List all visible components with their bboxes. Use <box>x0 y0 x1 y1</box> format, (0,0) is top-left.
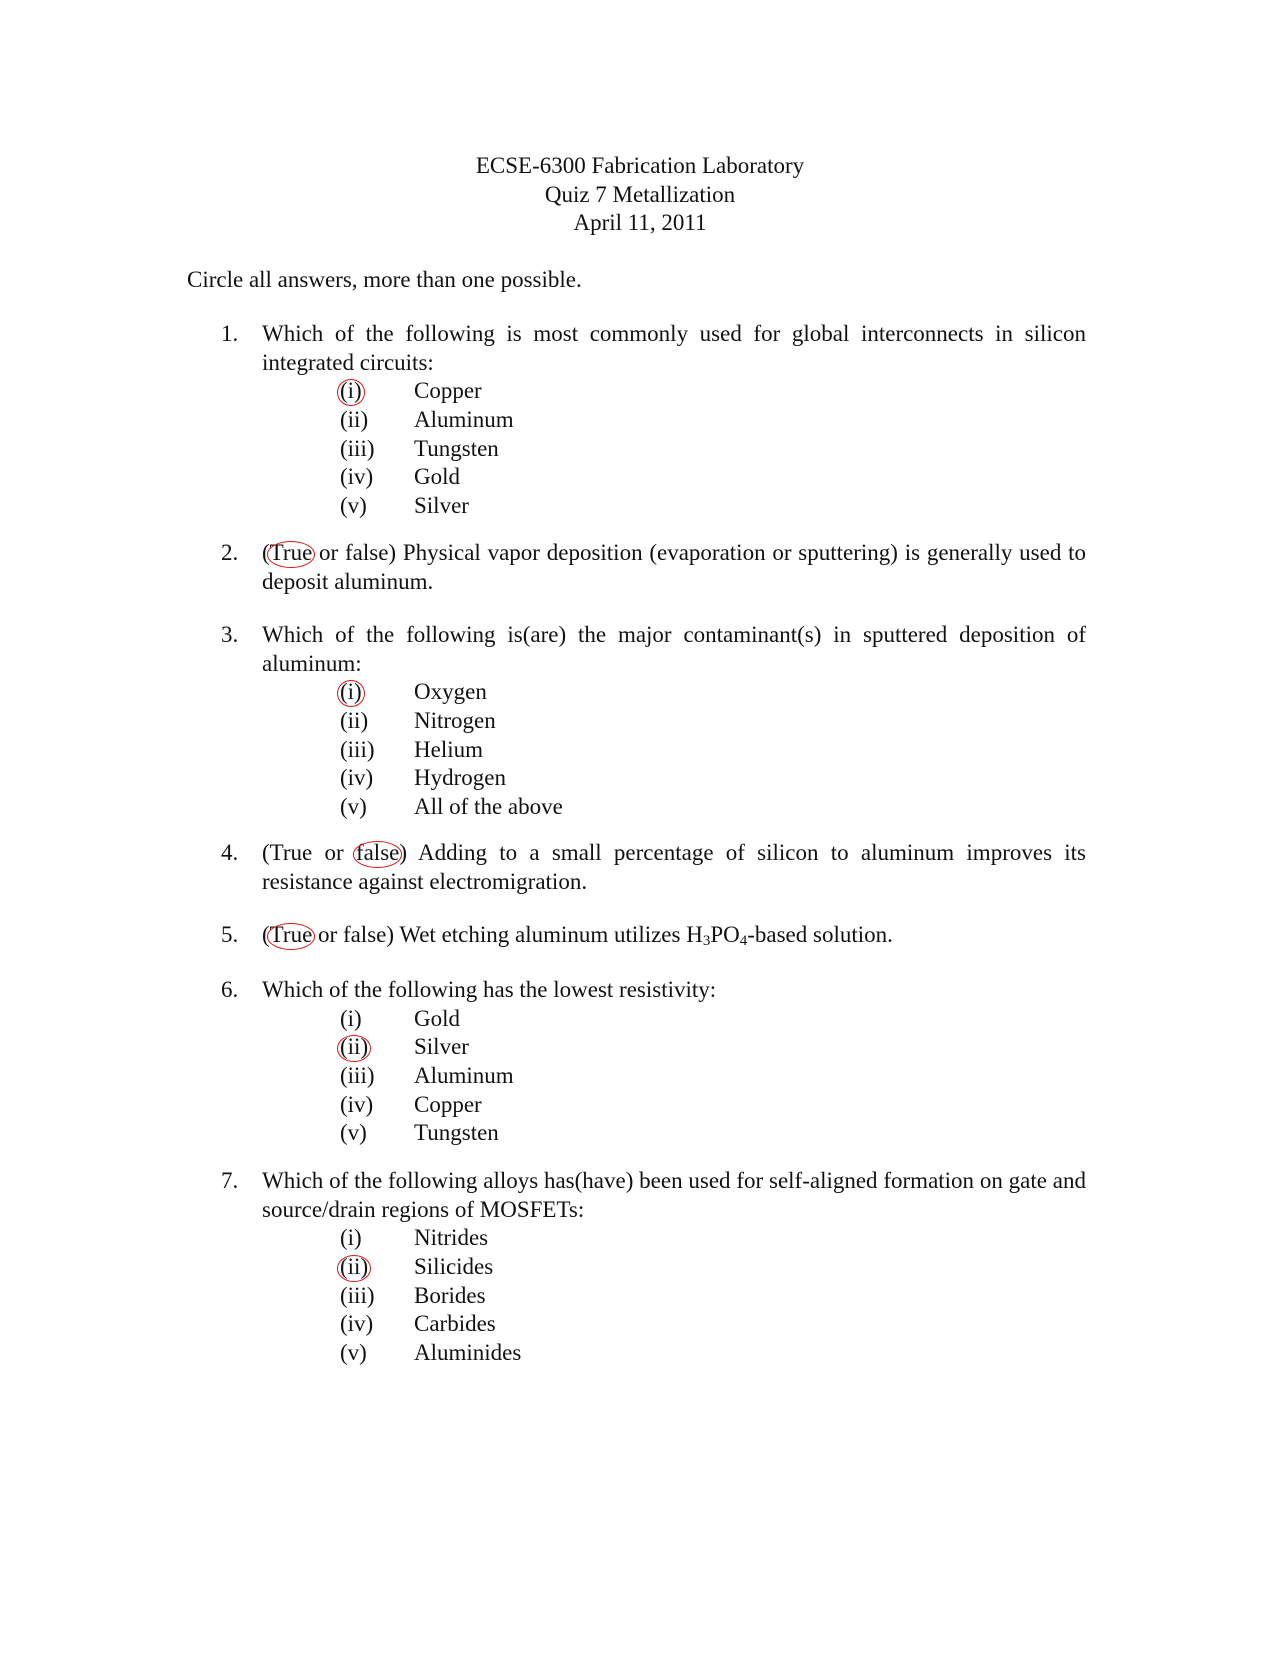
option-item <box>340 1253 1086 1282</box>
statement-text: Adding to a small percentage of silicon to aluminum improves its resistance against electromigration. <box>262 840 1086 894</box>
formula-part: PO <box>710 922 740 947</box>
circled-answer-mark: false <box>356 839 399 868</box>
or-word: or <box>312 540 345 565</box>
question-text: Which of the following is(are) the major contaminant(s) in sputtered deposition of aluminum: <box>262 622 1086 676</box>
paren-close: ) <box>399 840 408 865</box>
question-7 <box>221 1167 1086 1368</box>
paren-close: ) <box>388 540 397 565</box>
option-text: Copper <box>414 378 482 404</box>
option-numeral: (iv) <box>340 1311 374 1337</box>
option-list <box>340 1005 1086 1148</box>
option-text: Oxygen <box>414 679 487 705</box>
option-text: Gold <box>414 464 460 490</box>
option-text: Silver <box>414 493 469 519</box>
option-text: Gold <box>414 1005 460 1031</box>
option-numeral: (v) <box>340 1340 367 1366</box>
question-3 <box>221 621 1086 822</box>
option-text: Tungsten <box>414 1120 499 1146</box>
option-item <box>340 1119 1086 1148</box>
option-text: Aluminum <box>414 407 514 433</box>
option-item <box>340 1091 1086 1120</box>
question-text <box>262 921 1086 950</box>
option-list <box>340 678 1086 821</box>
option-item <box>340 377 1086 406</box>
option-numeral: (ii) <box>340 407 369 433</box>
option-text: Aluminum <box>414 1063 514 1089</box>
option-text: Borides <box>414 1282 486 1308</box>
question-number: 5. <box>221 922 239 947</box>
option-item <box>340 1062 1086 1091</box>
question-text <box>262 839 1086 896</box>
option-item <box>340 764 1086 793</box>
option-numeral: (v) <box>340 794 367 820</box>
option-numeral: (iii) <box>340 736 375 762</box>
quiz-title: Quiz 7 Metallization <box>544 181 736 207</box>
true-or-prefix: (True or <box>262 840 356 865</box>
question-4 <box>221 839 1086 896</box>
option-text: Copper <box>414 1091 482 1117</box>
option-item <box>340 1033 1086 1062</box>
option-item <box>340 678 1086 707</box>
statement-text: or false) Wet etching aluminum utilizes H <box>312 922 703 947</box>
circled-answer-mark: (ii) <box>340 1253 368 1282</box>
option-text: All of the above <box>414 794 563 820</box>
option-text: Tungsten <box>414 435 499 461</box>
question-number: 4. <box>221 840 239 865</box>
circled-answer-mark: True <box>270 921 313 950</box>
statement-text: Physical vapor deposition (evaporation or sputtering) is generally used to deposit aluminum. <box>262 540 1086 594</box>
subscript: 3 <box>702 933 711 949</box>
option-item <box>340 1282 1086 1311</box>
paren-open: ( <box>262 540 270 565</box>
course-title: ECSE-6300 Fabrication Laboratory <box>475 153 805 178</box>
option-numeral: (iii) <box>340 1282 375 1308</box>
option-text: Helium <box>414 736 483 762</box>
false-word: false <box>345 540 389 565</box>
quiz-date: April 11, 2011 <box>573 210 707 235</box>
quiz-header <box>0 152 1280 238</box>
option-item <box>340 492 1086 521</box>
option-numeral: (i) <box>340 1225 362 1251</box>
option-item <box>340 736 1086 765</box>
circled-answer-mark: (i) <box>340 678 362 707</box>
question-1 <box>221 320 1086 521</box>
option-text: Nitrides <box>414 1225 489 1251</box>
option-numeral: (iii) <box>340 435 375 461</box>
question-text: Which of the following is most commonly used for global interconnects in silicon integrated circuits: <box>262 321 1086 375</box>
option-numeral: (iv) <box>340 1091 374 1117</box>
paren-open: ( <box>262 922 270 947</box>
circled-answer-mark: (i) <box>340 377 362 406</box>
option-numeral: (i) <box>340 1005 362 1031</box>
question-text: Which of the following alloys has(have) been used for self-aligned formation on gate and source/drain regions of MOSFETs: <box>262 1168 1086 1222</box>
option-list <box>340 377 1086 520</box>
question-6 <box>221 976 1086 1148</box>
option-numeral: (iii) <box>340 1063 375 1089</box>
option-item <box>340 406 1086 435</box>
option-item <box>340 1224 1086 1253</box>
question-number: 3. <box>221 622 239 647</box>
question-2 <box>221 539 1086 596</box>
question-number: 6. <box>221 977 239 1002</box>
option-text: Silicides <box>414 1254 494 1280</box>
option-text: Aluminides <box>414 1340 522 1366</box>
option-text: Carbides <box>414 1311 496 1337</box>
option-numeral: (iv) <box>340 464 374 490</box>
question-5 <box>221 921 1086 950</box>
question-number: 1. <box>221 321 239 346</box>
option-text: Silver <box>414 1034 469 1060</box>
option-numeral: (v) <box>340 1120 367 1146</box>
option-item <box>340 707 1086 736</box>
question-number: 7. <box>221 1168 239 1193</box>
circled-answer-mark: True <box>270 539 313 568</box>
question-text: Which of the following has the lowest resistivity: <box>262 977 717 1002</box>
option-text: Hydrogen <box>414 765 506 791</box>
option-numeral: (v) <box>340 493 367 519</box>
option-item <box>340 793 1086 822</box>
option-item <box>340 1339 1086 1368</box>
option-numeral: (ii) <box>340 708 369 734</box>
option-numeral: (iv) <box>340 765 374 791</box>
option-item <box>340 1005 1086 1034</box>
instructions: Circle all answers, more than one possible. <box>187 267 582 292</box>
question-text <box>262 539 1086 596</box>
option-list <box>340 1224 1086 1367</box>
option-text: Nitrogen <box>414 708 496 734</box>
subscript: 4 <box>739 933 748 949</box>
question-number: 2. <box>221 540 239 565</box>
option-item <box>340 1310 1086 1339</box>
circled-answer-mark: (ii) <box>340 1033 368 1062</box>
option-item <box>340 435 1086 464</box>
statement-end: -based solution. <box>747 922 893 947</box>
option-item <box>340 463 1086 492</box>
